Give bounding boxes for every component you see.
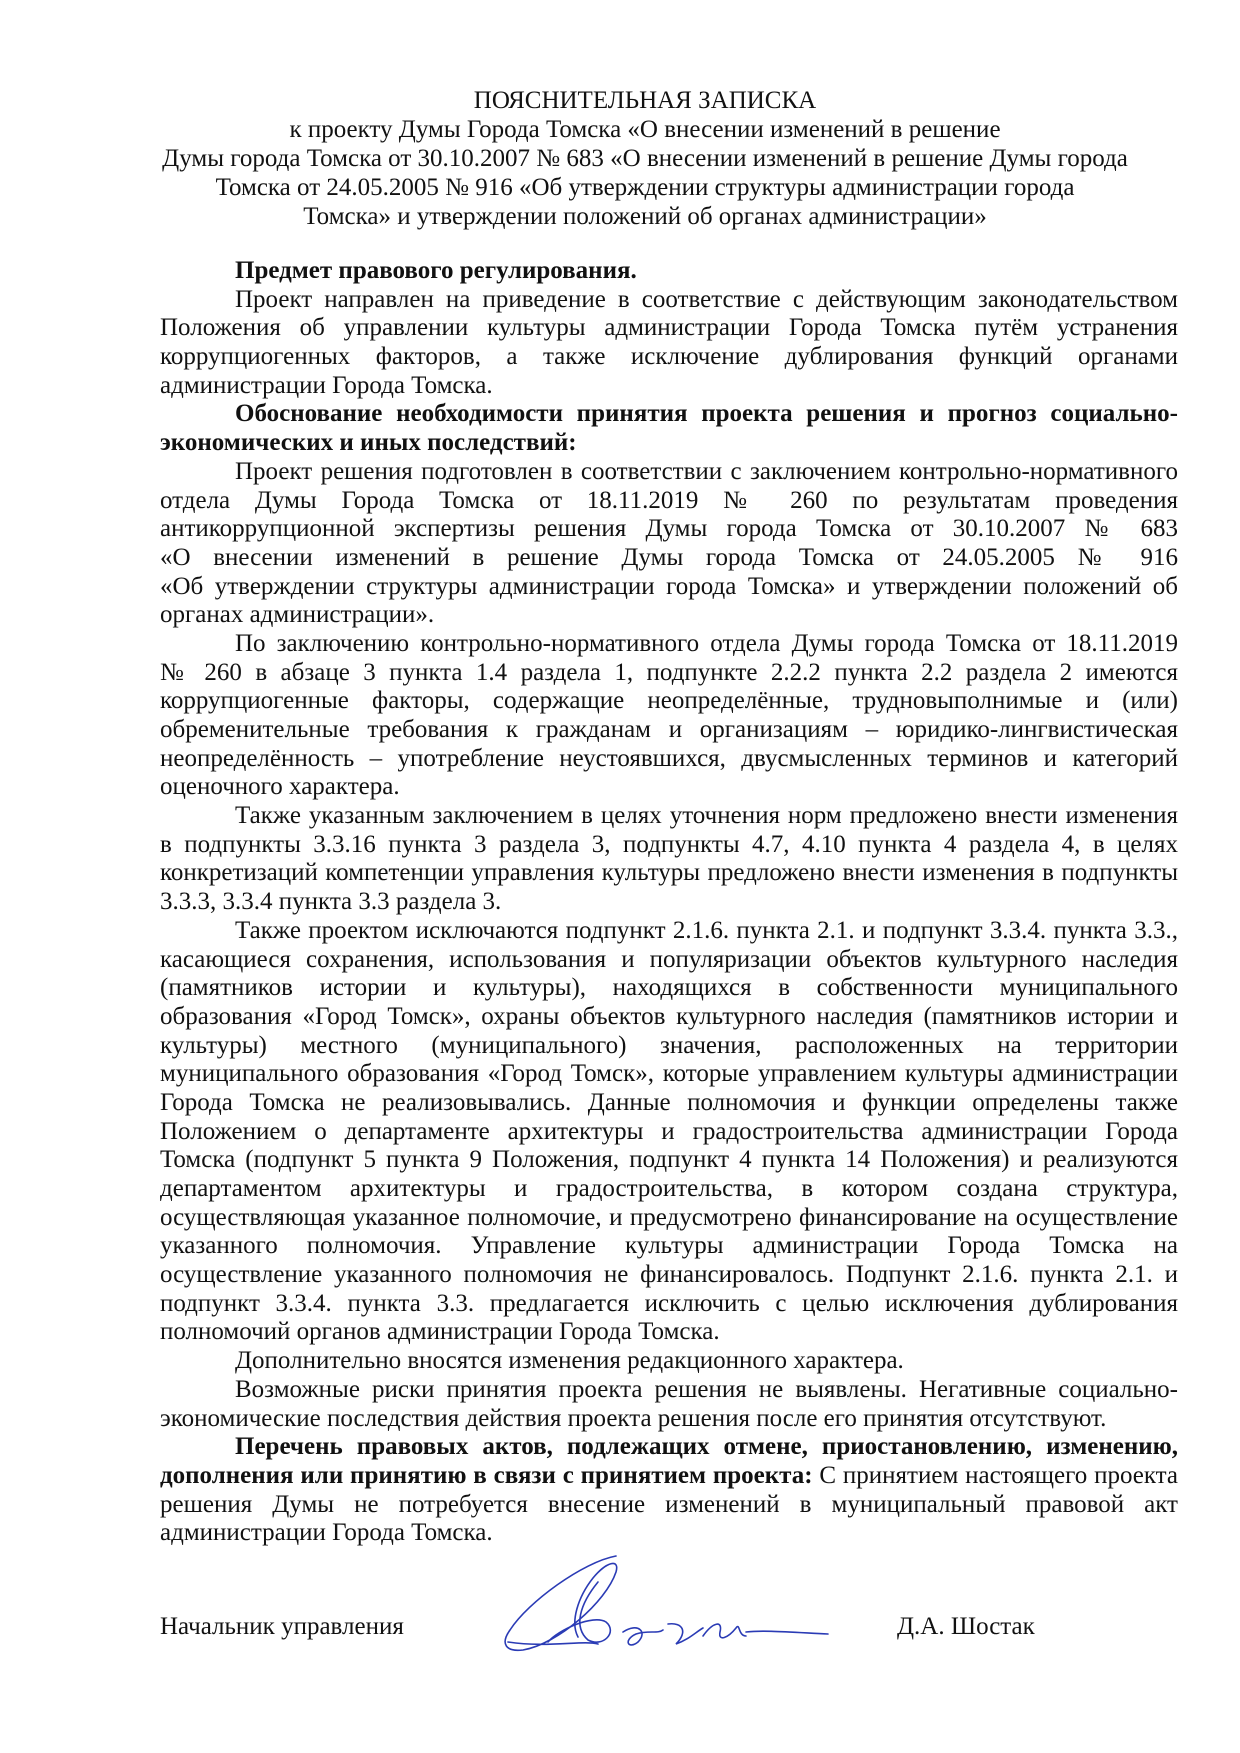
title-heading: ПОЯСНИТЕЛЬНАЯ ЗАПИСКА — [473, 87, 817, 114]
title-line: Томска от 24.05.2005 № 916 «Об утверждении структуры администрации города — [215, 174, 1075, 201]
text-line: Положением о департаменте архитектуры и градостроительства администрации Города — [160, 1117, 1178, 1145]
acts-text-start: С принятием настоящего проекта — [812, 1461, 1179, 1489]
text-line: Обоснование необходимости принятия проекта решения и прогноз социально- — [235, 400, 1178, 428]
rationale-paragraph-5: Дополнительно вносятся изменения редакционного характера. — [235, 1347, 904, 1375]
text-line: 3.3.3, 3.3.4 пункта 3.3 раздела 3. — [160, 888, 502, 916]
text-line: коррупциогенные факторы, содержащие неопределённые, трудновыполнимые и (или) — [160, 687, 1178, 715]
text-line: полномочий органов администрации Города Томска. — [160, 1318, 720, 1346]
rationale-paragraph-2 — [160, 630, 1178, 802]
text-line: коррупциогенных факторов, а также исключение дублирования функций органами — [160, 343, 1178, 371]
text-line: Возможные риски принятия проекта решения не выявлены. Негативные социально- — [235, 1375, 1178, 1403]
text-line: Положения об управлении культуры администрации Города Томска путём устранения — [160, 314, 1178, 342]
text-line: осуществляющая указанное полномочие, и предусмотрено финансирование на осуществление — [160, 1203, 1178, 1231]
text-line: № 260 в абзаце 3 пункта 1.4 раздела 1, подпункте 2.2.2 пункта 2.2 раздела 2 имеются — [160, 658, 1178, 686]
text-line: культуры) местного (муниципального) значения, расположенных на территории — [160, 1031, 1178, 1059]
rationale-paragraph-4 — [160, 917, 1178, 1347]
text-line: муниципального образования «Город Томск», которые управлением культуры администрации — [160, 1060, 1178, 1088]
text-line: По заключению контрольно-нормативного отдела Думы города Томска от 18.11.2019 — [235, 629, 1178, 657]
text-line: Города Томска не реализовывались. Данные полномочия и функции определены также — [160, 1088, 1178, 1116]
document-title — [0, 86, 1240, 231]
text-line: Проект решения подготовлен в соответствии с заключением контрольно-нормативного — [235, 457, 1178, 485]
title-line: Думы города Томска от 30.10.2007 № 683 «О внесении изменений в решение Думы города — [162, 145, 1128, 172]
text-line: оценочного характера. — [160, 773, 400, 801]
acts-heading-line: Перечень правовых актов, подлежащих отмене, приостановлению, изменению, — [235, 1433, 1178, 1461]
acts-mixed-line — [160, 1462, 1178, 1491]
subject-heading: Предмет правового регулирования. — [235, 257, 637, 284]
text-line: (памятников истории и культуры), находящихся в собственности муниципального — [160, 974, 1178, 1002]
text-line: экономические последствия действия проекта решения после его принятия отсутствуют. — [160, 1404, 1107, 1432]
text-line: экономических и иных последствий: — [160, 429, 577, 457]
subject-paragraph — [160, 286, 1178, 401]
text-line: осуществление указанного полномочия не финансировалось. Подпункт 2.1.6. пункта 2.1. и — [160, 1261, 1178, 1289]
text-line: Также проектом исключаются подпункт 2.1.6. пункта 2.1. и подпункт 3.3.4. пункта 3.3., — [235, 916, 1178, 944]
acts-text-line: администрации Города Томска. — [160, 1519, 493, 1547]
acts-text-line: решения Думы не потребуется внесение изменений в муниципальный правовой акт — [160, 1490, 1178, 1518]
signer-position: Начальник управления — [160, 1613, 404, 1640]
acts-heading-end: дополнения или принятию в связи с принятием проекта: — [160, 1461, 813, 1489]
text-line: антикоррупционной экспертизы решения Думы города Томска от 30.10.2007 № 683 — [160, 515, 1178, 543]
text-line: Также указанным заключением в целях уточнения норм предложено внести изменения — [235, 802, 1178, 830]
rationale-heading — [160, 400, 1178, 457]
text-line: Проект направлен на приведение в соответствие с действующим законодательством — [235, 285, 1178, 313]
handwritten-signature — [488, 1552, 833, 1657]
acts-paragraph — [160, 1433, 1178, 1548]
text-line: «Об утверждении структуры администрации города Томска» и утверждении положений об — [160, 572, 1178, 600]
text-line: указанного полномочия. Управление культуры администрации Города Томска на — [160, 1232, 1178, 1260]
rationale-paragraph-1 — [160, 458, 1178, 630]
title-line: к проекту Думы Города Томска «О внесении изменений в решение — [289, 116, 1001, 143]
text-line: Томска (подпункт 5 пункта 9 Положения, подпункт 4 пункта 14 Положения) и реализуются — [160, 1146, 1178, 1174]
document-body — [160, 257, 1178, 1548]
text-line: органах администрации». — [160, 601, 435, 629]
rationale-paragraph-6 — [160, 1376, 1178, 1433]
text-line: обременительные требования к гражданам и организациям – юридико-лингвистическая — [160, 716, 1178, 743]
text-line: касающиеся сохранения, использования и популяризации объектов культурного наследия — [160, 945, 1178, 973]
text-line: департаментом архитектуры и градостроительства, в котором создана структура, — [160, 1175, 1178, 1202]
text-line: в подпункты 3.3.16 пункта 3 раздела 3, подпункты 4.7, 4.10 пункта 4 раздела 4, в целях — [160, 830, 1178, 858]
text-line: образования «Город Томск», охраны объектов культурного наследия (памятников истории и — [160, 1002, 1178, 1030]
text-line: подпункт 3.3.4. пункта 3.3. предлагается исключить с целью исключения дублирования — [160, 1289, 1178, 1317]
text-line: конкретизаций компетенции управления культуры предложено внести изменения в подпункты — [160, 859, 1178, 887]
text-line: отдела Думы Города Томска от 18.11.2019 № 260 по результатам проведения — [160, 486, 1178, 514]
signer-name: Д.А. Шостак — [897, 1613, 1035, 1640]
text-line: неопределённость – употребление неустоявшихся, двусмысленных терминов и категорий — [160, 744, 1178, 772]
rationale-paragraph-3 — [160, 802, 1178, 917]
text-line: администрации Города Томска. — [160, 371, 493, 399]
title-line: Томска» и утверждении положений об органах администрации» — [303, 203, 987, 230]
text-line: «О внесении изменений в решение Думы города Томска от 24.05.2005 № 916 — [160, 543, 1178, 571]
